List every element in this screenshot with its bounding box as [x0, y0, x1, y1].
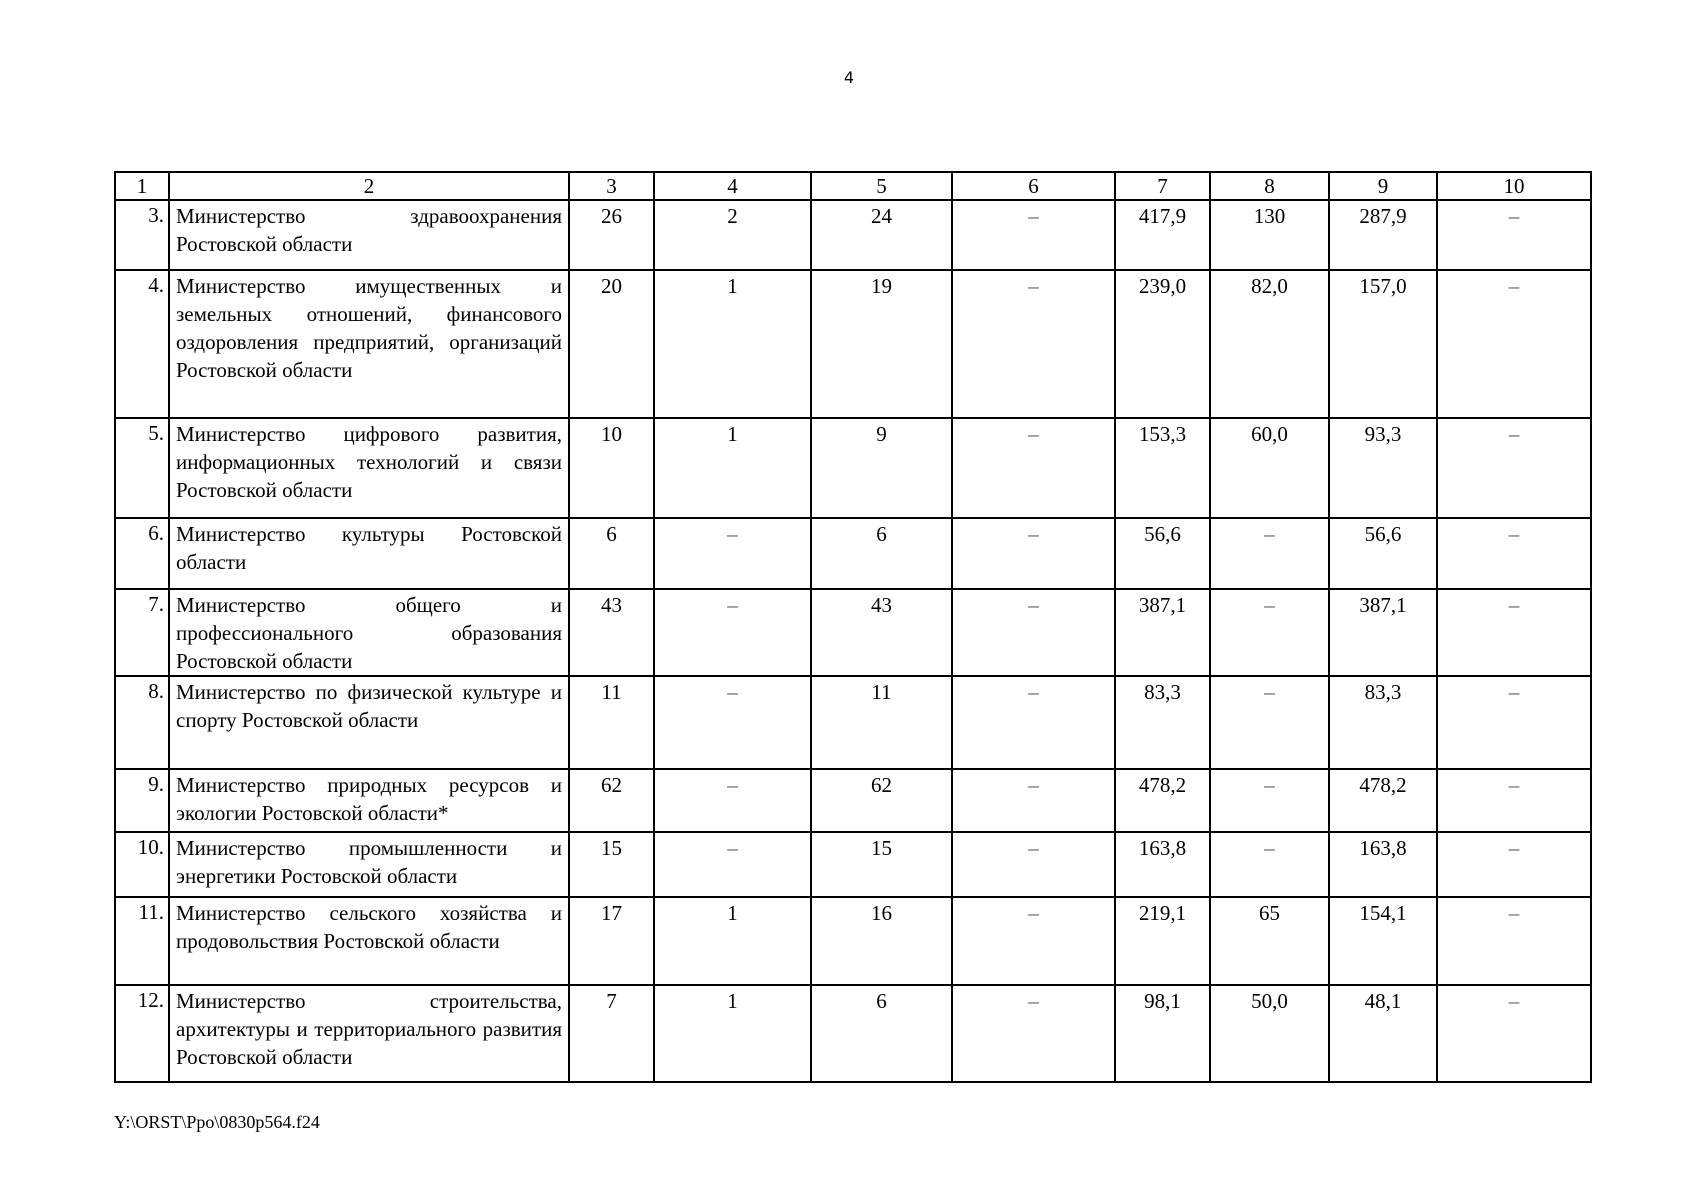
cell-col9: 154,1: [1329, 897, 1437, 985]
cell-col4: –: [654, 518, 811, 589]
ministry-name-text: Министерство имущественных и земельных отношений, финансового оздоровления предприятий, организаций Ростовской области: [176, 274, 562, 382]
cell-col7: 387,1: [1115, 589, 1210, 676]
cell-col6: –: [952, 270, 1115, 418]
cell-col4: –: [654, 832, 811, 897]
ministry-name-text: Министерство сельского хозяйства и продовольствия Ростовской области: [176, 901, 562, 953]
cell-col3: 62: [569, 769, 654, 832]
cell-col3: 11: [569, 676, 654, 769]
ministry-name-text: Министерство здравоохранения Ростовской области: [176, 204, 562, 256]
cell-col7: 153,3: [1115, 418, 1210, 518]
cell-col8: 130: [1210, 200, 1329, 270]
cell-col3: 17: [569, 897, 654, 985]
file-path-footer: Y:\ORST\Ppo\0830p564.f24: [114, 1112, 320, 1132]
ministry-name: [169, 769, 569, 832]
cell-col10: –: [1437, 270, 1591, 418]
cell-col5: 43: [811, 589, 952, 676]
ministry-name: [169, 589, 569, 676]
cell-col6: –: [952, 676, 1115, 769]
cell-col8: –: [1210, 832, 1329, 897]
ministry-name-text: Министерство природных ресурсов и экологии Ростовской области*: [176, 773, 562, 825]
cell-col10: –: [1437, 832, 1591, 897]
cell-col3: 43: [569, 589, 654, 676]
ministry-name-text: Министерство промышленности и энергетики Ростовской области: [176, 836, 562, 888]
row-number: 3.: [115, 200, 169, 270]
cell-col4: 1: [654, 418, 811, 518]
cell-col6: –: [952, 897, 1115, 985]
ministry-name: [169, 676, 569, 769]
ministry-name: [169, 518, 569, 589]
row-number: 9.: [115, 769, 169, 832]
cell-col9: 83,3: [1329, 676, 1437, 769]
table-row: [115, 589, 1591, 676]
cell-col6: –: [952, 418, 1115, 518]
cell-col7: 219,1: [1115, 897, 1210, 985]
cell-col3: 6: [569, 518, 654, 589]
column-header: 3: [569, 172, 654, 200]
cell-col7: 98,1: [1115, 985, 1210, 1082]
cell-col10: –: [1437, 985, 1591, 1082]
cell-col3: 15: [569, 832, 654, 897]
row-number: 12.: [115, 985, 169, 1082]
ministry-name-text: Министерство строительства, архитектуры и территориального развития Ростовской области: [176, 989, 562, 1069]
cell-col10: –: [1437, 518, 1591, 589]
column-header: 2: [169, 172, 569, 200]
cell-col10: –: [1437, 769, 1591, 832]
cell-col3: 10: [569, 418, 654, 518]
row-number: 11.: [115, 897, 169, 985]
column-header: 10: [1437, 172, 1591, 200]
cell-col6: –: [952, 518, 1115, 589]
cell-col6: –: [952, 769, 1115, 832]
cell-col9: 478,2: [1329, 769, 1437, 832]
row-number: 7.: [115, 589, 169, 676]
cell-col3: 26: [569, 200, 654, 270]
ministry-name: [169, 270, 569, 418]
cell-col5: 11: [811, 676, 952, 769]
cell-col3: 20: [569, 270, 654, 418]
cell-col5: 62: [811, 769, 952, 832]
ministry-name: [169, 418, 569, 518]
row-number: 4.: [115, 270, 169, 418]
ministry-name: [169, 985, 569, 1082]
table-row: [115, 832, 1591, 897]
cell-col8: –: [1210, 589, 1329, 676]
column-header: 5: [811, 172, 952, 200]
cell-col9: 48,1: [1329, 985, 1437, 1082]
cell-col8: –: [1210, 676, 1329, 769]
cell-col7: 478,2: [1115, 769, 1210, 832]
cell-col8: 50,0: [1210, 985, 1329, 1082]
cell-col5: 24: [811, 200, 952, 270]
cell-col5: 16: [811, 897, 952, 985]
cell-col8: –: [1210, 769, 1329, 832]
cell-col10: –: [1437, 418, 1591, 518]
cell-col8: 60,0: [1210, 418, 1329, 518]
ministry-name: [169, 832, 569, 897]
row-number: 5.: [115, 418, 169, 518]
cell-col8: 65: [1210, 897, 1329, 985]
cell-col6: –: [952, 832, 1115, 897]
table-row: [115, 518, 1591, 589]
cell-col8: –: [1210, 518, 1329, 589]
row-number: 8.: [115, 676, 169, 769]
column-header: 6: [952, 172, 1115, 200]
cell-col9: 163,8: [1329, 832, 1437, 897]
column-header: 7: [1115, 172, 1210, 200]
cell-col5: 6: [811, 518, 952, 589]
ministry-name: [169, 897, 569, 985]
table-row: [115, 769, 1591, 832]
ministry-name-text: Министерство цифрового развития, информационных технологий и связи Ростовской области: [176, 422, 562, 502]
cell-col7: 163,8: [1115, 832, 1210, 897]
ministry-name: [169, 200, 569, 270]
cell-col5: 19: [811, 270, 952, 418]
table-row: [115, 270, 1591, 418]
ministry-name-text: Министерство общего и профессионального образования Ростовской области: [176, 593, 562, 673]
cell-col4: 1: [654, 985, 811, 1082]
cell-col6: –: [952, 200, 1115, 270]
cell-col9: 157,0: [1329, 270, 1437, 418]
cell-col9: 387,1: [1329, 589, 1437, 676]
row-number: 6.: [115, 518, 169, 589]
ministry-name-text: Министерство по физической культуре и спорту Ростовской области: [176, 680, 562, 732]
cell-col4: 1: [654, 270, 811, 418]
table-row: [115, 418, 1591, 518]
cell-col7: 239,0: [1115, 270, 1210, 418]
cell-col9: 287,9: [1329, 200, 1437, 270]
column-header: 1: [115, 172, 169, 200]
table-row: [115, 200, 1591, 270]
cell-col4: 2: [654, 200, 811, 270]
cell-col5: 9: [811, 418, 952, 518]
row-number: 10.: [115, 832, 169, 897]
column-header: 9: [1329, 172, 1437, 200]
cell-col7: 83,3: [1115, 676, 1210, 769]
ministry-name-text: Министерство культуры Ростовской области: [176, 522, 562, 574]
table-row: [115, 985, 1591, 1082]
cell-col6: –: [952, 589, 1115, 676]
cell-col7: 56,6: [1115, 518, 1210, 589]
table-row: [115, 897, 1591, 985]
cell-col10: –: [1437, 897, 1591, 985]
cell-col10: –: [1437, 589, 1591, 676]
page-number: 4: [843, 68, 855, 87]
cell-col8: 82,0: [1210, 270, 1329, 418]
cell-col9: 56,6: [1329, 518, 1437, 589]
cell-col9: 93,3: [1329, 418, 1437, 518]
data-table: [114, 171, 1592, 1083]
cell-col4: 1: [654, 897, 811, 985]
cell-col5: 6: [811, 985, 952, 1082]
cell-col6: –: [952, 985, 1115, 1082]
cell-col10: –: [1437, 676, 1591, 769]
table-row: [115, 676, 1591, 769]
cell-col4: –: [654, 589, 811, 676]
cell-col5: 15: [811, 832, 952, 897]
cell-col3: 7: [569, 985, 654, 1082]
cell-col4: –: [654, 676, 811, 769]
table-header-row: [115, 172, 1591, 200]
column-header: 8: [1210, 172, 1329, 200]
cell-col4: –: [654, 769, 811, 832]
cell-col10: –: [1437, 200, 1591, 270]
column-header: 4: [654, 172, 811, 200]
cell-col7: 417,9: [1115, 200, 1210, 270]
